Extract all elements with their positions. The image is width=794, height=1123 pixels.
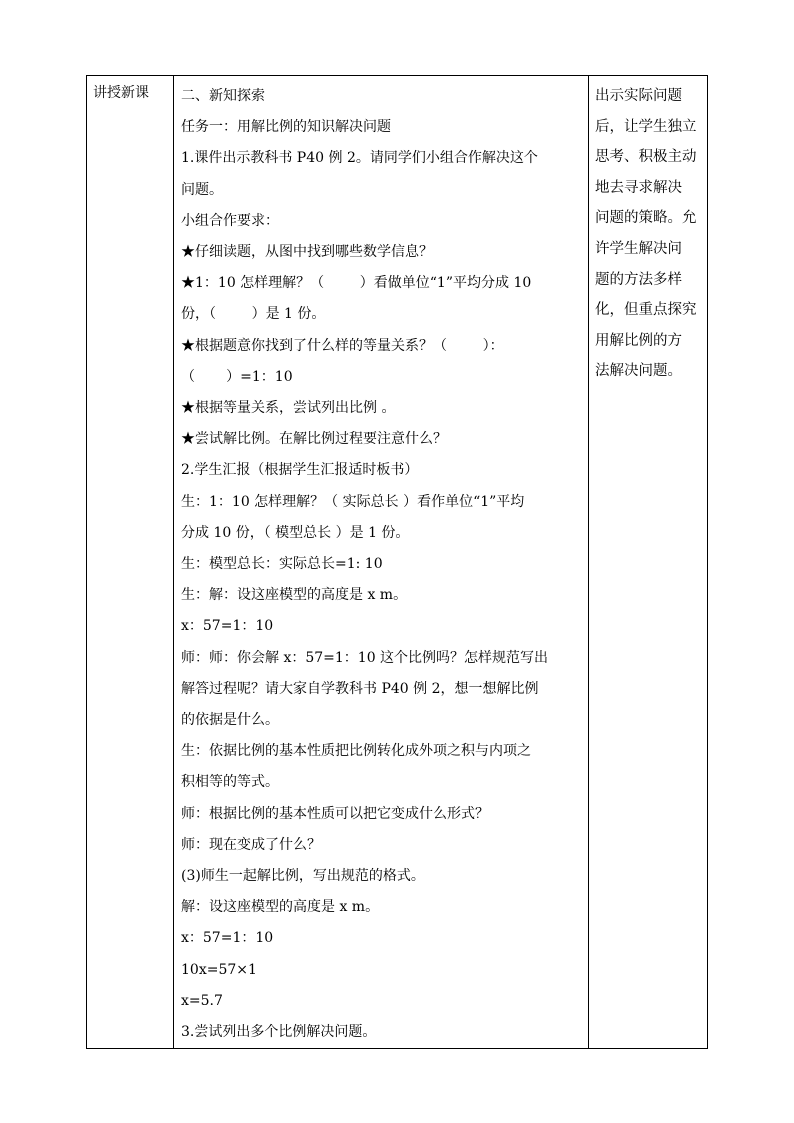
content-line: (3)师生一起解比例，写出规范的格式。 bbox=[181, 868, 425, 885]
content-line: 解：设这座模型的高度是 x m。 bbox=[181, 899, 380, 916]
note-line: 思考、积极主动 bbox=[595, 149, 697, 166]
content-line: 二、新知探索 bbox=[181, 88, 265, 104]
content-line: ★1：10 怎样理解？（ ）看做单位“1”平均分成 10 bbox=[181, 275, 532, 292]
section-label-cell bbox=[87, 76, 174, 1049]
note-line: 化，但重点探究 bbox=[595, 302, 697, 319]
note-line: 出示实际问题 bbox=[595, 88, 682, 104]
content-line: ★根据等量关系，尝试列出比例 。 bbox=[181, 400, 396, 417]
content-line: ★尝试解比例。在解比例过程要注意什么？ bbox=[181, 431, 447, 448]
content-cell bbox=[174, 76, 589, 1049]
note-line: 题的方法多样 bbox=[595, 271, 682, 288]
note-line: 许学生解决问 bbox=[595, 240, 682, 257]
content-line: ★仔细读题，从图中找到哪些数学信息？ bbox=[181, 244, 433, 261]
content-line: 生：依据比例的基本性质把比例转化成外项之积与内项之 bbox=[181, 743, 531, 760]
content-line: 解答过程呢？请大家自学教科书 P40 例 2，想一想解比例 bbox=[181, 680, 539, 697]
content-line: 10x=57×1 bbox=[181, 961, 257, 978]
content-line: 生：1：10 怎样理解？（ 实际总长 ）看作单位“1”平均 bbox=[181, 493, 525, 510]
content-line: 分成 10 份，（ 模型总长 ）是 1 份。 bbox=[181, 524, 410, 541]
note-line: 法解决问题。 bbox=[595, 363, 682, 380]
content-line: 问题。 bbox=[181, 181, 223, 198]
note-line: 问题的策略。允 bbox=[595, 210, 697, 227]
content-line: 师：师：你会解 x：57=1：10 这个比例吗？怎样规范写出 bbox=[181, 649, 549, 666]
note-line: 用解比例的方 bbox=[595, 332, 682, 349]
content-line: 1.课件出示教科书 P40 例 2。请同学们小组合作解决这个 bbox=[181, 150, 538, 167]
section-label: 讲授新课 bbox=[93, 85, 149, 101]
content-line: 2.学生汇报（根据学生汇报适时板书） bbox=[181, 462, 419, 479]
content-line: 的依据是什么。 bbox=[181, 712, 279, 729]
content-line: （ ）=1：10 bbox=[181, 368, 293, 385]
content-line: 3.尝试列出多个比例解决问题。 bbox=[181, 1024, 377, 1041]
content-line: 生：模型总长：实际总长=1: 10 bbox=[181, 556, 383, 573]
content-line: 师：根据比例的基本性质可以把它变成什么形式？ bbox=[181, 805, 489, 822]
content-line: 小组合作要求： bbox=[181, 212, 279, 229]
content-line: 份，（ ）是 1 份。 bbox=[181, 306, 326, 323]
notes-cell bbox=[589, 76, 708, 1049]
table-row bbox=[87, 76, 708, 1049]
content-line: x=5.7 bbox=[181, 992, 223, 1009]
design-notes bbox=[589, 76, 707, 387]
content-line: 任务一：用解比例的知识解决问题 bbox=[181, 119, 391, 136]
content-text bbox=[174, 76, 588, 1048]
content-line: 积相等的等式。 bbox=[181, 774, 279, 791]
content-line: x：57=1：10 bbox=[181, 618, 274, 635]
content-line: ★根据题意你找到了什么样的等量关系？（ ）： bbox=[181, 337, 504, 354]
content-line: 生：解：设这座模型的高度是 x m。 bbox=[181, 587, 408, 604]
content-line: 师：现在变成了什么？ bbox=[181, 836, 321, 853]
content-line: x：57=1：10 bbox=[181, 930, 274, 947]
note-line: 地去寻求解决 bbox=[595, 179, 682, 196]
note-line: 后，让学生独立 bbox=[595, 118, 697, 135]
lesson-plan-table bbox=[86, 75, 708, 1049]
